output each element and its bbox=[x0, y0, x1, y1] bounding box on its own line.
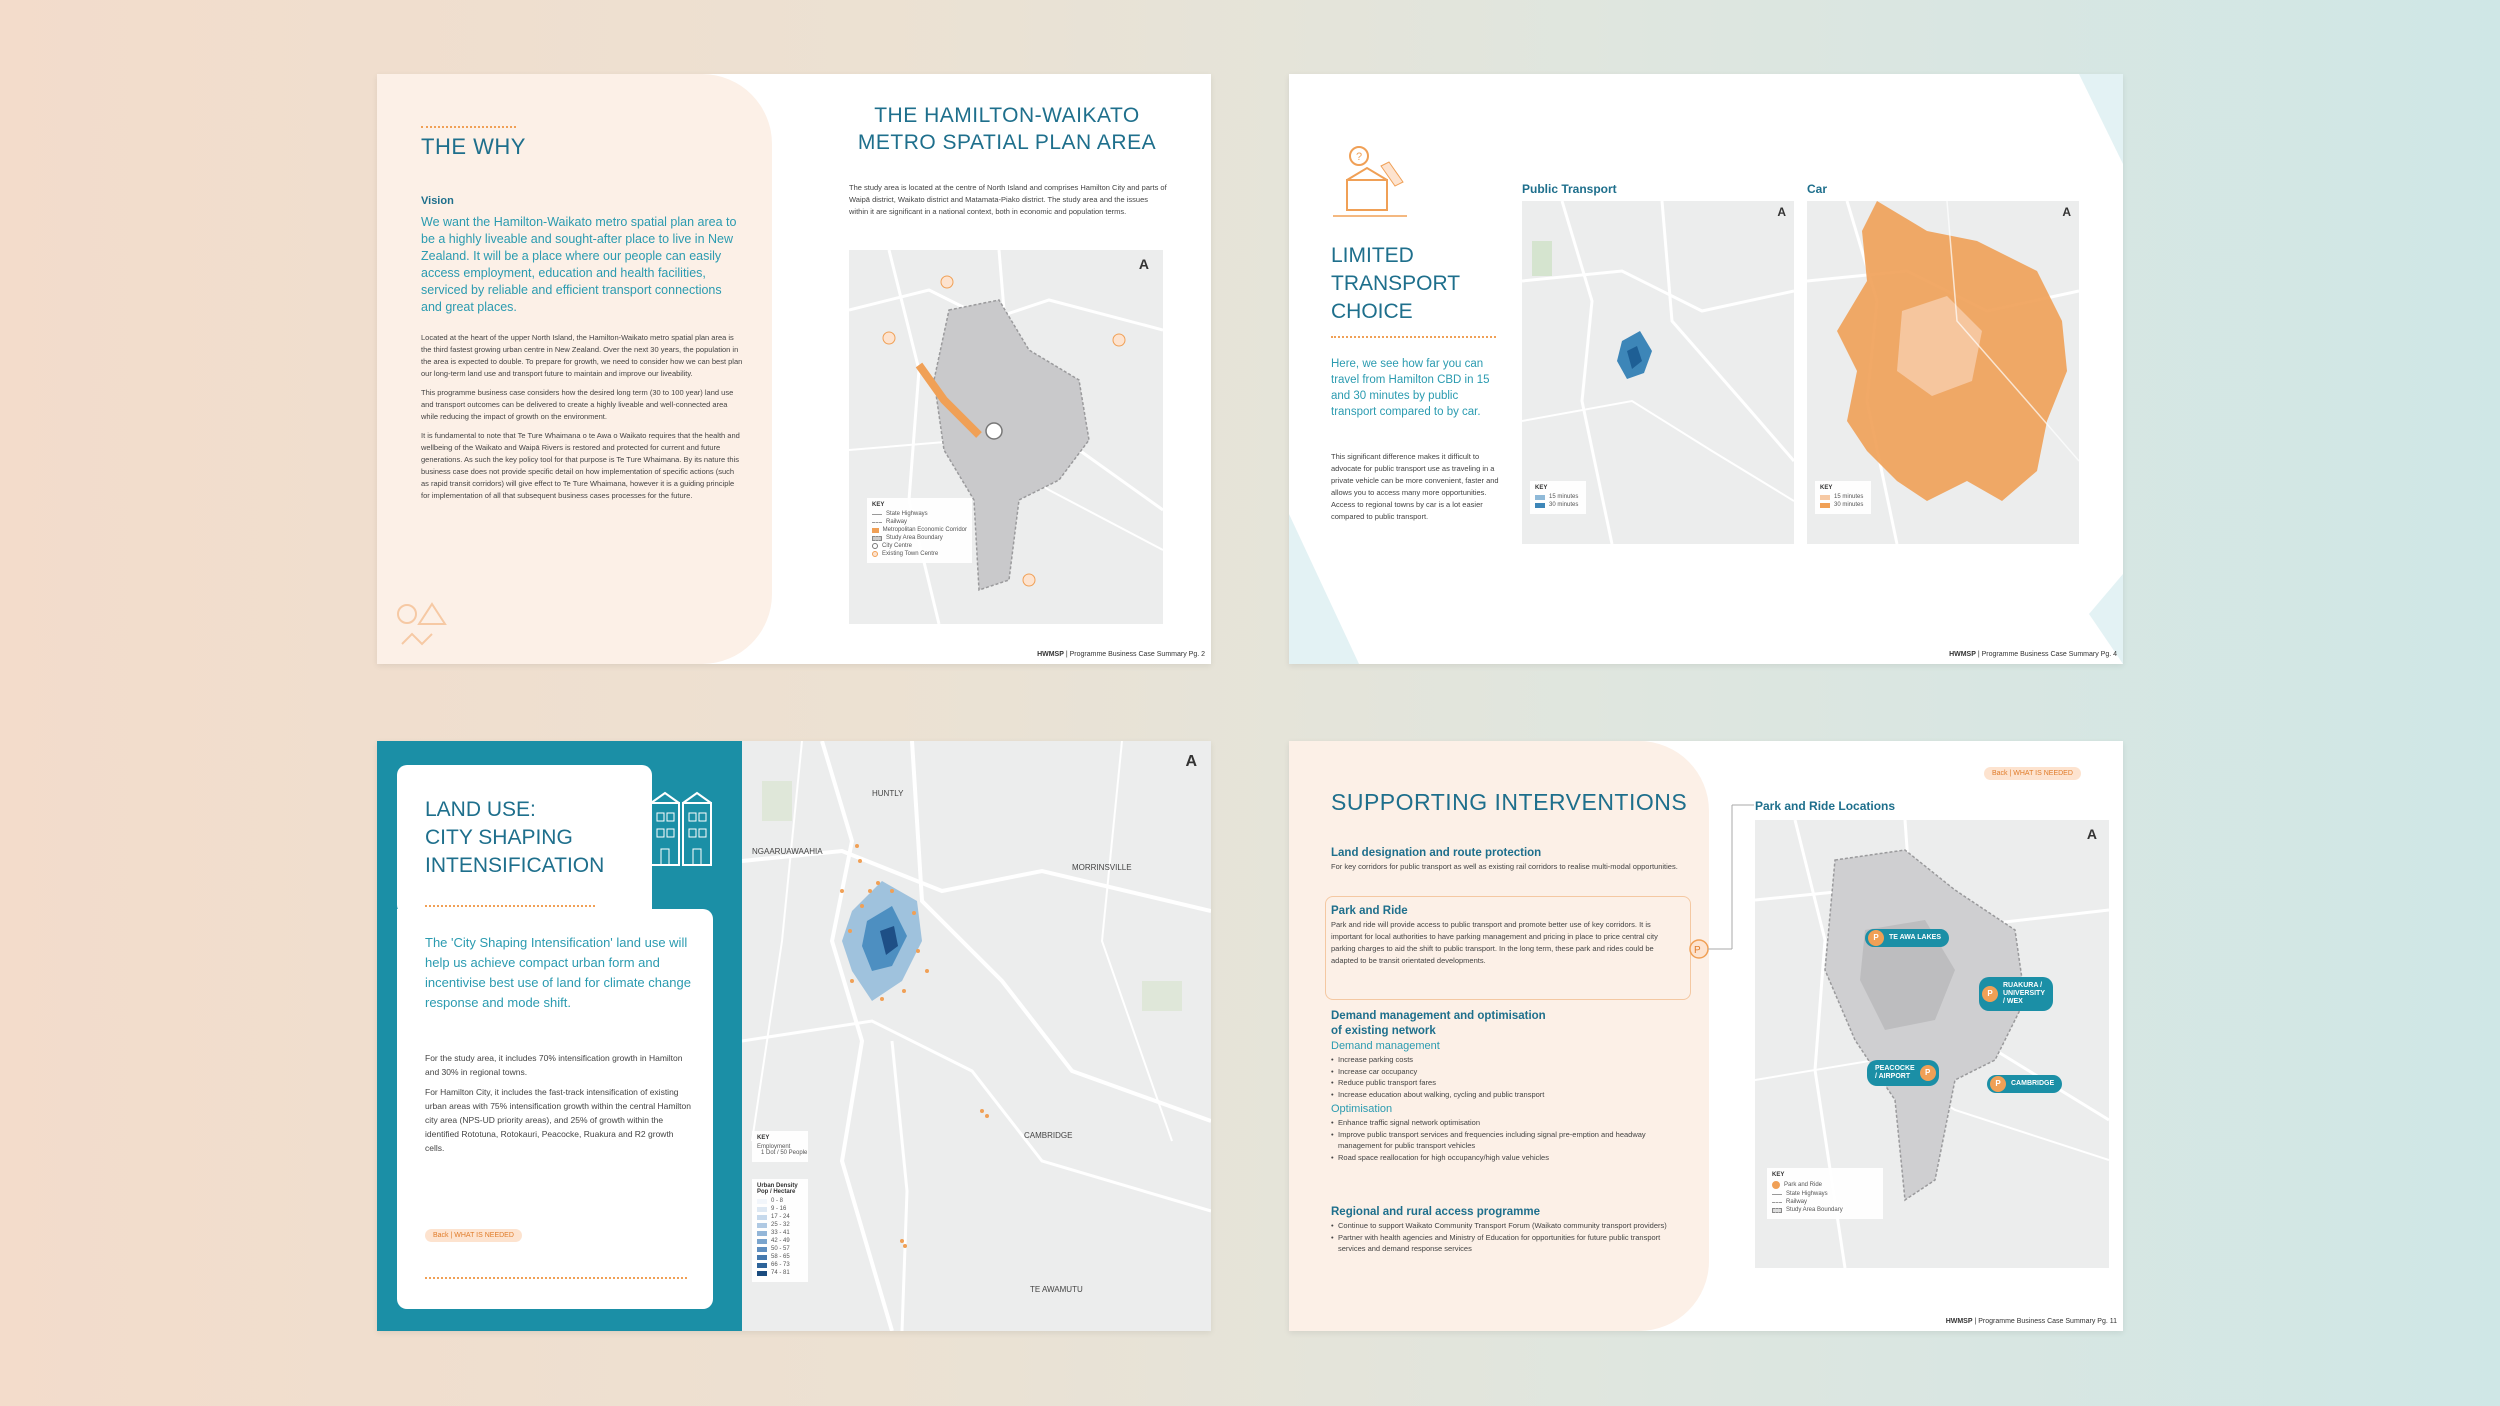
section-title: Land designation and route protection bbox=[1331, 847, 1542, 859]
pill-label: UNIVERSITY bbox=[2003, 990, 2046, 997]
town-label-huntly: HUNTLY bbox=[872, 789, 904, 798]
title-line: LAND USE: bbox=[425, 798, 536, 821]
list-item: • Continue to support Waikato Community Transport Forum (Waikato community transport providers) bbox=[1331, 1220, 1681, 1232]
footer-brand: HWMSP bbox=[1037, 651, 1064, 658]
list-item: • Enhance traffic signal network optimisation bbox=[1331, 1117, 1681, 1129]
key-item bbox=[872, 535, 967, 541]
density-swatch bbox=[757, 1255, 767, 1260]
north-arrow-icon: A bbox=[1777, 205, 1786, 219]
key-item bbox=[757, 1254, 803, 1260]
heading-dots bbox=[425, 905, 595, 907]
subsection-title: Optimisation bbox=[1331, 1103, 1393, 1115]
key-item bbox=[757, 1206, 803, 1212]
density-swatch bbox=[757, 1199, 767, 1204]
pill-label: / WEX bbox=[2003, 998, 2023, 1005]
section-demand-management bbox=[1331, 1009, 1681, 1163]
key-label: Railway bbox=[886, 519, 908, 525]
key-item bbox=[872, 543, 967, 549]
north-arrow-icon: A bbox=[2062, 205, 2071, 219]
section-text: Park and ride will provide access to public transport and promote better use of key corridors. It is important for local authorities to have parking management and pricing in place to price central city parking charges to aid the shift to public transport. In the long term, these park and rides could be adapted to be transit orientated developments. bbox=[1331, 920, 1658, 965]
map-key bbox=[752, 1131, 808, 1162]
title-line: TRANSPORT bbox=[1331, 272, 1461, 295]
key-label: 58 - 65 bbox=[771, 1254, 790, 1260]
map-label-car: Car bbox=[1807, 182, 1828, 196]
buildings-icon bbox=[647, 789, 717, 869]
page-supporting-interventions bbox=[1289, 741, 2123, 1331]
back-link[interactable] bbox=[425, 1229, 522, 1242]
map-key bbox=[867, 498, 972, 563]
north-arrow-icon: A bbox=[1185, 753, 1197, 770]
subsection-title: Demand management bbox=[1331, 1040, 1440, 1052]
key-label: Park and Ride bbox=[1784, 1182, 1823, 1188]
map-section-title bbox=[842, 102, 1172, 156]
density-key bbox=[752, 1179, 808, 1282]
back-link[interactable] bbox=[1984, 767, 2081, 780]
pill-label: PEACOCKE bbox=[1875, 1065, 1915, 1072]
heading-dots bbox=[1331, 336, 1496, 338]
park-and-ride-te-awa-lakes[interactable] bbox=[1865, 929, 1949, 947]
paragraph: This programme business case considers how the desired long term (30 to 100 year) land use and transport outcomes can be delivered to create a highly liveable and well-connected area while reducing the impact of growth on the environment. bbox=[421, 388, 734, 421]
density-swatch bbox=[757, 1207, 767, 1212]
footer-brand: HWMSP bbox=[1945, 1318, 1973, 1325]
key-label: Railway bbox=[1786, 1199, 1808, 1205]
key-label: 1 Dot / 50 People bbox=[761, 1150, 808, 1156]
transport-choice-icon bbox=[1329, 142, 1411, 224]
key-item bbox=[757, 1262, 803, 1268]
key-label: 15 minutes bbox=[1834, 494, 1864, 500]
page-the-why bbox=[377, 74, 1211, 664]
back-label: Back | WHAT IS NEEDED bbox=[1992, 770, 2073, 777]
car-map bbox=[1807, 201, 2079, 544]
key-label: 25 - 32 bbox=[771, 1222, 790, 1228]
body-text: This significant difference makes it difficult to advocate for public transport use as traveling in a private vehicle can be more convenient, faster and allows you to access many more opportunities. Access to regional towns by car is a lot easier compared to public transport. bbox=[1331, 452, 1499, 521]
study-area-map bbox=[849, 250, 1163, 624]
regional-list bbox=[1331, 1220, 1681, 1255]
park-and-ride-ruakura[interactable] bbox=[1979, 977, 2053, 1011]
key-title: KEY bbox=[757, 1135, 770, 1141]
title-line: INTENSIFICATION bbox=[425, 854, 605, 877]
footer-text: | Programme Business Case Summary Pg. 11 bbox=[1972, 1318, 2117, 1325]
key-item bbox=[872, 519, 967, 525]
park-and-ride-peacocke[interactable] bbox=[1867, 1060, 1939, 1086]
key-title: KEY bbox=[1820, 485, 1833, 491]
connector-line bbox=[1730, 803, 1756, 943]
town-label-te-awamutu: TE AWAMUTU bbox=[1030, 1285, 1083, 1294]
section-title bbox=[1331, 1009, 1681, 1039]
optimisation-list bbox=[1331, 1117, 1681, 1163]
key-employment-label: Employment bbox=[757, 1144, 791, 1150]
park-and-ride-icon: P bbox=[1868, 930, 1884, 946]
list-item: • Increase parking costs bbox=[1331, 1054, 1681, 1066]
list-item: • Improve public transport services and frequencies including signal pre-emption and headway management for public transport vehicles bbox=[1331, 1129, 1681, 1152]
key-title: Urban Density Pop / Hectare bbox=[757, 1183, 798, 1195]
key-item bbox=[1772, 1207, 1878, 1213]
key-label: Study Area Boundary bbox=[1786, 1207, 1843, 1213]
town-label-ngaaruawaahia: NGAARUAWAAHIA bbox=[752, 847, 823, 856]
key-item bbox=[872, 527, 967, 533]
key-label: Study Area Boundary bbox=[886, 535, 943, 541]
list-item: • Road space reallocation for high occupancy/high value vehicles bbox=[1331, 1152, 1681, 1164]
key-label: 15 minutes bbox=[1549, 494, 1579, 500]
map-key bbox=[1815, 481, 1871, 514]
pill-label: CAMBRIDGE bbox=[2011, 1080, 2055, 1087]
paragraph: Located at the heart of the upper North Island, the Hamilton-Waikato metro spatial plan area is the third fastest growing urban centre in New Zealand. Over the next 30 years, the population in the area is expected to double. To prepare for growth, we need to consider how we can best plan our long-term land use and transport future to maintain and improve our liveability. bbox=[421, 333, 743, 378]
section-land-designation bbox=[1331, 846, 1681, 873]
title-line: LIMITED bbox=[1331, 244, 1414, 267]
key-label: 50 - 57 bbox=[771, 1246, 790, 1252]
key-label: 0 - 8 bbox=[771, 1198, 784, 1204]
key-item bbox=[757, 1246, 803, 1252]
lead-text: Here, we see how far you can travel from Hamilton CBD in 15 and 30 minutes by public transport compared to by car. bbox=[1331, 358, 1490, 418]
body-text bbox=[425, 1051, 695, 1161]
lead-text: The 'City Shaping Intensification' land use will help us achieve compact urban form and incentivise best use of land for climate change response and mode shift. bbox=[425, 935, 691, 1010]
intro-text: The study area is located at the centre of North Island and comprises Hamilton City and parts of Waipā district, Waikato district and Matamata-Piako district. The study area and the issues within it are significant in a national context, both in economic and population terms. bbox=[849, 183, 1167, 216]
key-item bbox=[757, 1222, 803, 1228]
key-item bbox=[1820, 494, 1866, 500]
section-park-and-ride bbox=[1331, 904, 1681, 967]
park-and-ride-icon: P bbox=[1920, 1065, 1936, 1081]
pill-label: TE AWA LAKES bbox=[1889, 934, 1941, 941]
key-item bbox=[757, 1214, 803, 1220]
key-item bbox=[757, 1230, 803, 1236]
pill-label: RUAKURA / bbox=[2003, 982, 2043, 989]
density-swatch bbox=[757, 1223, 767, 1228]
title-line: CITY SHAPING bbox=[425, 826, 573, 849]
key-title: KEY bbox=[1535, 485, 1548, 491]
list-item: • Increase education about walking, cycling and public transport bbox=[1331, 1089, 1681, 1101]
heading-dots bbox=[421, 126, 516, 128]
key-item bbox=[872, 511, 967, 517]
svg-text:?: ? bbox=[1356, 151, 1363, 163]
key-item bbox=[757, 1270, 803, 1276]
section-text: For key corridors for public transport as well as existing rail corridors to realise multi-modal opportunities. bbox=[1331, 862, 1678, 871]
footer-text: | Programme Business Case Summary Pg. 4 bbox=[1975, 651, 2117, 658]
key-item bbox=[872, 551, 967, 557]
key-label: 74 - 81 bbox=[771, 1270, 790, 1276]
key-label: 42 - 49 bbox=[771, 1238, 790, 1244]
title-line: THE HAMILTON-WAIKATO bbox=[874, 104, 1140, 127]
vision-heading: Vision bbox=[421, 195, 454, 207]
density-swatch bbox=[757, 1247, 767, 1252]
key-label: City Centre bbox=[882, 543, 913, 549]
town-label-cambridge: CAMBRIDGE bbox=[1024, 1131, 1073, 1140]
footer-text: | Programme Business Case Summary Pg. 2 bbox=[1063, 651, 1205, 658]
svg-text:P: P bbox=[1694, 945, 1701, 956]
list-item: • Reduce public transport fares bbox=[1331, 1077, 1681, 1089]
title-line: of existing network bbox=[1331, 1025, 1436, 1037]
key-item bbox=[1772, 1191, 1878, 1197]
map-key bbox=[1530, 481, 1586, 514]
paragraph: For the study area, it includes 70% intensification growth in Hamilton and 30% in regional towns. bbox=[425, 1053, 683, 1077]
body-text bbox=[421, 332, 743, 509]
page-land-use bbox=[377, 741, 1211, 1331]
page-footer bbox=[1949, 651, 2117, 658]
key-label: 9 - 16 bbox=[771, 1206, 787, 1212]
page-limited-transport-choice bbox=[1289, 74, 2123, 664]
north-arrow-icon: A bbox=[1138, 256, 1149, 272]
section-title: Park and Ride bbox=[1331, 905, 1408, 917]
back-label: Back | WHAT IS NEEDED bbox=[433, 1232, 514, 1239]
list-item: • Partner with health agencies and Ministry of Education for opportunities for future public transport services and demand response services bbox=[1331, 1232, 1681, 1255]
park-and-ride-icon: P bbox=[1990, 1076, 2006, 1092]
land-use-density-map bbox=[742, 741, 1211, 1331]
key-item bbox=[757, 1150, 808, 1156]
key-label: 66 - 73 bbox=[771, 1262, 790, 1268]
key-item bbox=[1535, 502, 1581, 508]
density-swatch bbox=[757, 1263, 767, 1268]
key-item bbox=[757, 1238, 803, 1244]
park-and-ride-cambridge[interactable] bbox=[1987, 1075, 2062, 1093]
key-label: State Highways bbox=[1786, 1191, 1828, 1197]
north-arrow-icon: A bbox=[2086, 826, 2097, 842]
paragraph: For Hamilton City, it includes the fast-track intensification of existing urban areas with 75% intensification growth within the central Hamilton city area (NPS-UD priority areas), and 25% of growth within the identified Rototuna, Rotokauri, Peacocke, Ruakura and R2 growth cells. bbox=[425, 1087, 691, 1153]
footer-brand: HWMSP bbox=[1949, 651, 1976, 658]
list-item: • Increase car occupancy bbox=[1331, 1066, 1681, 1078]
key-item bbox=[1820, 502, 1866, 508]
page-footer bbox=[1037, 651, 1205, 658]
key-title: KEY bbox=[1772, 1172, 1785, 1178]
park-and-ride-icon: P bbox=[1982, 986, 1998, 1002]
paragraph: It is fundamental to note that Te Ture Whaimana o te Awa o Waikato requires that the health and wellbeing of the Waikato and Waipā Rivers is restored and protected for current and future generations. As such the key policy tool for that purpose is Te Ture Whaimana. By its nature this business case does not provide specific detail on how implementation of specific actions (such as rapid transit corridors) will give effect to Te Ture Whaimana, however it is a guiding principle for implementation of all that subsequent business cases processes for the future. bbox=[421, 431, 740, 500]
density-swatch bbox=[757, 1215, 767, 1220]
town-label-morrinsville: MORRINSVILLE bbox=[1072, 863, 1132, 872]
title-line: Demand management and optimisation bbox=[1331, 1010, 1546, 1022]
title-line: METRO SPATIAL PLAN AREA bbox=[857, 131, 1157, 154]
key-item bbox=[1772, 1199, 1878, 1205]
map-title: Park and Ride Locations bbox=[1755, 799, 1896, 813]
page-heading bbox=[1331, 242, 1460, 326]
vision-text: We want the Hamilton-Waikato metro spatial plan area to be a highly liveable and sought-after place to live in New Zealand. It will be a place where our people can easily access employment, education and health facilities, serviced by reliable and efficient transport connections and great places. bbox=[421, 215, 737, 314]
key-item bbox=[1772, 1181, 1878, 1189]
park-and-ride-map bbox=[1755, 820, 2109, 1268]
decorative-shapes bbox=[387, 594, 467, 654]
density-swatch bbox=[757, 1239, 767, 1244]
title-line: CHOICE bbox=[1331, 300, 1413, 323]
key-label: Existing Town Centre bbox=[882, 551, 939, 557]
map-label-public-transport: Public Transport bbox=[1522, 182, 1617, 196]
page-heading bbox=[425, 796, 604, 880]
pill-label: / AIRPORT bbox=[1875, 1073, 1911, 1080]
density-swatch bbox=[757, 1231, 767, 1236]
demand-list bbox=[1331, 1054, 1681, 1100]
page-heading: SUPPORTING INTERVENTIONS bbox=[1331, 789, 1688, 815]
key-label: 17 - 24 bbox=[771, 1214, 790, 1220]
key-item bbox=[757, 1198, 803, 1204]
section-regional-access bbox=[1331, 1205, 1681, 1255]
key-title: KEY bbox=[872, 502, 885, 508]
key-label: 30 minutes bbox=[1834, 502, 1864, 508]
public-transport-map bbox=[1522, 201, 1794, 544]
key-label: Metropolitan Economic Corridor bbox=[882, 527, 967, 533]
density-swatch bbox=[757, 1271, 767, 1276]
page-footer bbox=[1946, 1318, 2117, 1325]
key-item bbox=[1535, 494, 1581, 500]
key-label: 33 - 41 bbox=[771, 1230, 790, 1236]
key-label: 30 minutes bbox=[1549, 502, 1579, 508]
page-heading: THE WHY bbox=[421, 134, 526, 159]
footer-dots bbox=[425, 1277, 687, 1279]
key-label: State Highways bbox=[886, 511, 928, 517]
section-title: Regional and rural access programme bbox=[1331, 1206, 1540, 1218]
map-key bbox=[1767, 1168, 1883, 1219]
